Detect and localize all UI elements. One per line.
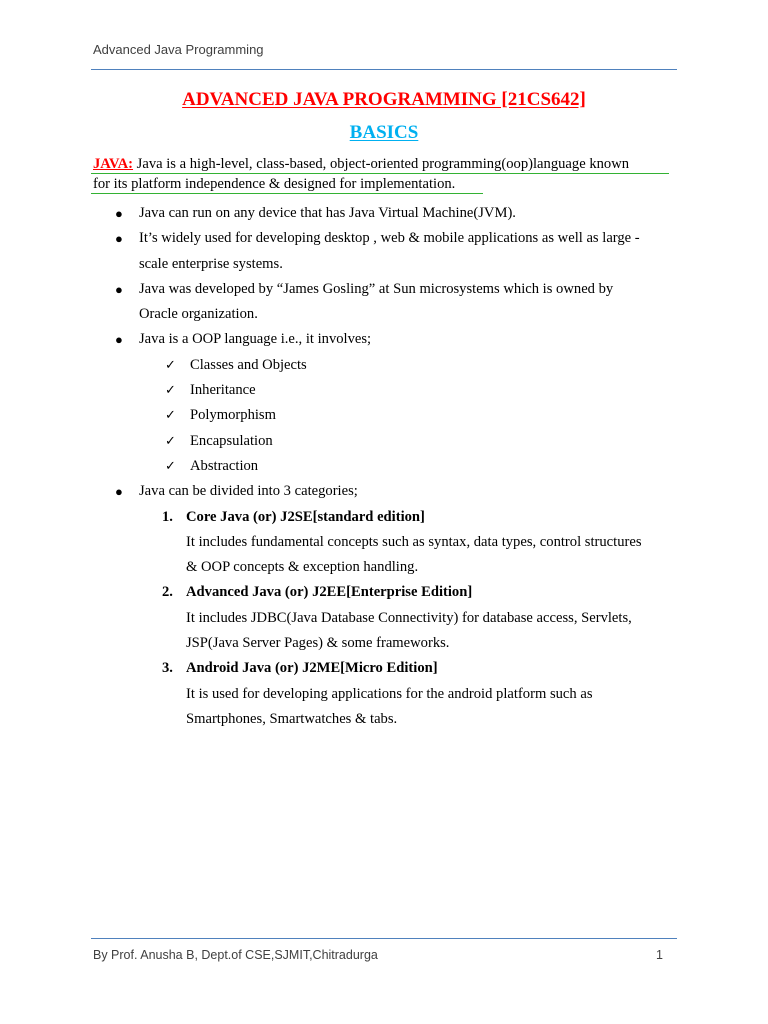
oop-concept-item — [0, 353, 768, 378]
list-item-text: It’s widely used for developing desktop , web & mobile applications as well as large - — [139, 230, 640, 247]
bullet-icon: ● — [115, 206, 123, 221]
page-number: 1 — [656, 948, 663, 962]
list-item — [0, 277, 768, 328]
section-heading — [0, 122, 768, 144]
green-underline — [91, 173, 669, 174]
category-heading: Core Java (or) J2SE[standard edition] — [186, 508, 425, 525]
list-item — [0, 479, 768, 504]
oop-concept-item — [0, 429, 768, 454]
category-item — [0, 656, 768, 732]
oop-concept-item — [0, 378, 768, 403]
check-mark-icon: ✓ — [165, 357, 176, 373]
category-item — [0, 580, 768, 656]
oop-concept-text: Inheritance — [190, 382, 256, 399]
list-item-text: Java can be divided into 3 categories; — [139, 483, 358, 500]
category-text: It includes JDBC(Java Database Connectivity) for database access, Servlets, — [186, 609, 632, 626]
green-underline — [91, 193, 483, 194]
page-header: Advanced Java Programming — [93, 42, 264, 57]
oop-concept-text: Abstraction — [190, 457, 259, 474]
bullet-icon: ● — [115, 484, 123, 500]
oop-concept-text: Encapsulation — [190, 432, 273, 449]
oop-concept-item — [0, 403, 768, 428]
section-heading-text: BASICS — [349, 122, 419, 143]
page-footer: By Prof. Anusha B, Dept.of CSE,SJMIT,Chitradurga — [93, 948, 378, 962]
list-item — [0, 327, 768, 352]
category-number: 1. — [162, 508, 173, 525]
oop-concept-text: Polymorphism — [190, 407, 276, 424]
category-number: 2. — [162, 584, 173, 601]
category-text: & OOP concepts & exception handling. — [186, 559, 419, 576]
category-number: 3. — [162, 660, 173, 677]
intro-line-1 — [93, 154, 683, 174]
list-item-text: scale enterprise systems. — [139, 255, 283, 272]
check-mark-icon: ✓ — [165, 408, 176, 424]
content-body — [0, 201, 768, 732]
bullet-icon: ● — [115, 231, 123, 247]
footer-rule — [91, 938, 677, 939]
check-mark-icon: ✓ — [165, 458, 176, 474]
intro-line-2: for its platform independence & designed for implementation. — [93, 176, 456, 192]
category-text: It is used for developing applications for the android platform such as — [186, 685, 593, 702]
list-item-text: Java was developed by “James Gosling” at Sun microsystems which is owned by — [139, 280, 614, 297]
list-item — [0, 226, 768, 277]
intro-paragraph — [93, 154, 683, 194]
list-item-text: Oracle organization. — [139, 306, 258, 323]
header-rule — [91, 69, 677, 70]
document-title — [0, 89, 768, 111]
list-item-text: Java can run on any device that has Java Virtual Machine(JVM). — [139, 205, 516, 221]
bullet-icon: ● — [115, 332, 123, 348]
oop-concept-text: Classes and Objects — [190, 356, 307, 373]
category-text: Smartphones, Smartwatches & tabs. — [186, 710, 398, 727]
category-item — [0, 505, 768, 581]
category-text: It includes fundamental concepts such as syntax, data types, control structures — [186, 533, 642, 550]
category-heading: Android Java (or) J2ME[Micro Edition] — [186, 660, 438, 677]
bullet-icon: ● — [115, 281, 123, 297]
list-item-text: Java is a OOP language i.e., it involves; — [139, 331, 372, 348]
intro-label: JAVA: — [93, 156, 134, 172]
check-mark-icon: ✓ — [165, 433, 176, 449]
document-title-text: ADVANCED JAVA PROGRAMMING [21CS642] — [182, 89, 586, 110]
category-heading: Advanced Java (or) J2EE[Enterprise Edition] — [186, 584, 473, 601]
category-text: JSP(Java Server Pages) & some frameworks. — [186, 635, 450, 652]
list-item — [0, 201, 768, 226]
intro-text-1: Java is a high-level, class-based, object-oriented programming(oop)language known — [133, 156, 630, 172]
check-mark-icon: ✓ — [165, 383, 176, 399]
oop-concept-item — [0, 454, 768, 479]
